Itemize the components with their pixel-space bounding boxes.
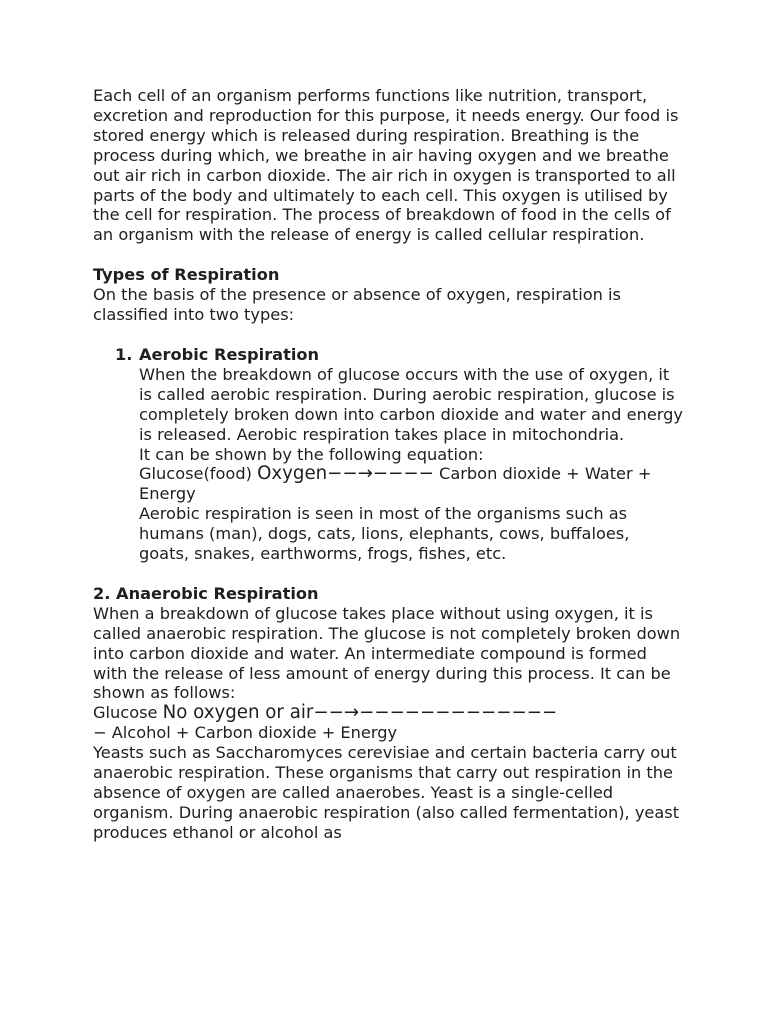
equation-products: Carbon dioxide + Water + Energy [139, 464, 652, 504]
aerobic-examples: Aerobic respiration is seen in most of the organisms such as humans (man), dogs, cats, lions, elephants, cows, buffaloes, goats, snakes, earthworms, frogs, fishes, etc. [139, 504, 630, 564]
aerobic-heading: Aerobic Respiration [139, 344, 320, 364]
aerobic-list-item [93, 345, 683, 564]
equation-reactant: Glucose [93, 703, 158, 723]
aerobic-equation-intro: It can be shown by the following equation: [139, 444, 484, 464]
anaerobic-equation [93, 703, 683, 723]
anaerobic-paragraph: When a breakdown of glucose takes place without using oxygen, it is called anaerobic respiration. The glucose is not completely broken down into carbon dioxide and water. An intermediate compound is formed with the release of less amount of energy during this process. It can be shown as follows: [93, 603, 681, 703]
document-page [93, 86, 683, 843]
list-number: 1. [115, 344, 133, 364]
spacer [93, 245, 683, 265]
anaerobic-body: Yeasts such as Saccharomyces cerevisiae and certain bacteria carry out anaerobic respiration. These organisms that carry out respiration in the absence of oxygen are called anaerobes. Yeast is a single-celled organism. During anaerobic respiration (also called fermentation), yeast produces ethanol or alcohol as [93, 743, 680, 842]
anaerobic-equation-products [93, 723, 683, 743]
anaerobic-heading: 2. Anaerobic Respiration [93, 583, 319, 603]
types-paragraph: On the basis of the presence or absence of oxygen, respiration is classified into two types: [93, 285, 621, 325]
aerobic-paragraph: When the breakdown of glucose occurs with the use of oxygen, it is called aerobic respiration. During aerobic respiration, glucose is completely broken down into carbon dioxide and water and energy is released. Aerobic respiration takes place in mitochondria. [139, 364, 684, 444]
spacer [93, 325, 683, 345]
aerobic-equation [139, 464, 683, 504]
equation-arrow: Oxygen−−→−−−− [257, 463, 434, 485]
spacer [93, 564, 683, 584]
types-heading: Types of Respiration [93, 265, 280, 285]
intro-paragraph: Each cell of an organism performs functions like nutrition, transport, excretion and reproduction for this purpose, it needs energy. Our food is stored energy which is released during respiration. Breathing is the process during which, we breathe in air having oxygen and we breathe out air rich in carbon dioxide. The air rich in oxygen is transported to all parts of the body and ultimately to each cell. This oxygen is utilised by the cell for respiration. The process of breakdown of food in the cells of an organism with the release of energy is called cellular respiration. [93, 86, 679, 245]
equation-reactant: Glucose(food) [139, 464, 252, 484]
equation-arrow-continued: − [93, 723, 107, 743]
equation-arrow: No oxygen or air−−→−−−−−−−−−−−−− [162, 702, 558, 724]
equation-products: Alcohol + Carbon dioxide + Energy [111, 723, 398, 743]
